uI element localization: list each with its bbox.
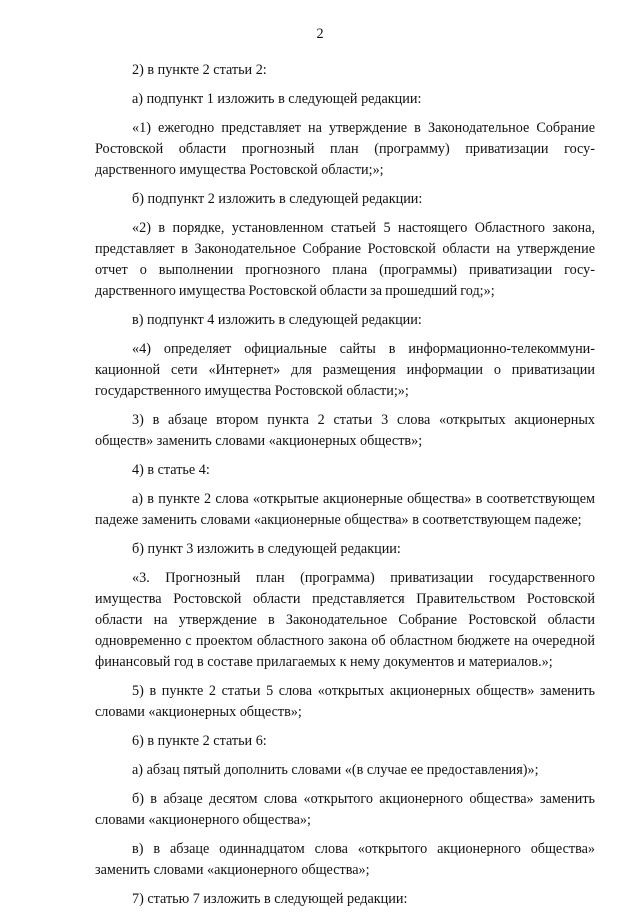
paragraph: б) подпункт 2 изложить в следующей редакции: <box>132 191 423 207</box>
paragraph: «2) в порядке, установленном статьей 5 настоящего Областного закона, представляет в Законодательное Собрание Ростовской области на утверждение отчет о выполнении прогнозного плана (программы) приватизации государственного имущества Ростовской области за прошедший год;»; <box>95 220 595 299</box>
paragraph: 4) в статье 4: <box>132 462 210 478</box>
paragraph: 2) в пункте 2 статьи 2: <box>132 62 267 78</box>
paragraph: а) в пункте 2 слова «открытые акционерные общества» в соответствующем падеже заменить словами «акционерные общества» в соответствующем падеже; <box>95 491 595 528</box>
paragraph: а) подпункт 1 изложить в следующей редакции: <box>132 91 422 107</box>
paragraph: «4) определяет официальные сайты в информационно-телекоммуникационной сети «Интернет» для размещения информации о приватизации государственного имущества Ростовской области;»; <box>95 341 595 399</box>
paragraph: а) абзац пятый дополнить словами «(в случае ее предоставления)»; <box>132 762 539 778</box>
paragraph: 7) статью 7 изложить в следующей редакции: <box>132 891 408 907</box>
page-number: 2 <box>316 26 324 42</box>
document-body <box>95 60 595 918</box>
paragraph: «3. Прогнозный план (программа) приватизации государственного имущества Ростовской области представляется Правительством Ростовской области на утверждение в Законодательное Собрание Ростовской области одновременно с проектом областного закона об областном бюджете на очередной финансовый год в составе прилагаемых к нему документов и материалов.»; <box>95 570 595 670</box>
paragraph: б) в абзаце десятом слова «открытого акционерного общества» заменить словами «акционерного общества»; <box>95 791 595 828</box>
paragraph: 3) в абзаце втором пункта 2 статьи 3 слова «открытых акционерных обществ» заменить словами «акционерных обществ»; <box>95 412 595 449</box>
paragraph: в) в абзаце одиннадцатом слова «открытого акционерного общества» заменить словами «акционерного общества»; <box>95 841 595 878</box>
paragraph: 6) в пункте 2 статьи 6: <box>132 733 267 749</box>
paragraph: «1) ежегодно представляет на утверждение в Законодательное Собрание Ростовской области прогнозный план (программу) приватизации государственного имущества Ростовской области;»; <box>95 120 595 178</box>
paragraph: в) подпункт 4 изложить в следующей редакции: <box>132 312 422 328</box>
paragraph: б) пункт 3 изложить в следующей редакции: <box>132 541 401 557</box>
paragraph: 5) в пункте 2 статьи 5 слова «открытых акционерных обществ» заменить словами «акционерных обществ»; <box>95 683 595 720</box>
